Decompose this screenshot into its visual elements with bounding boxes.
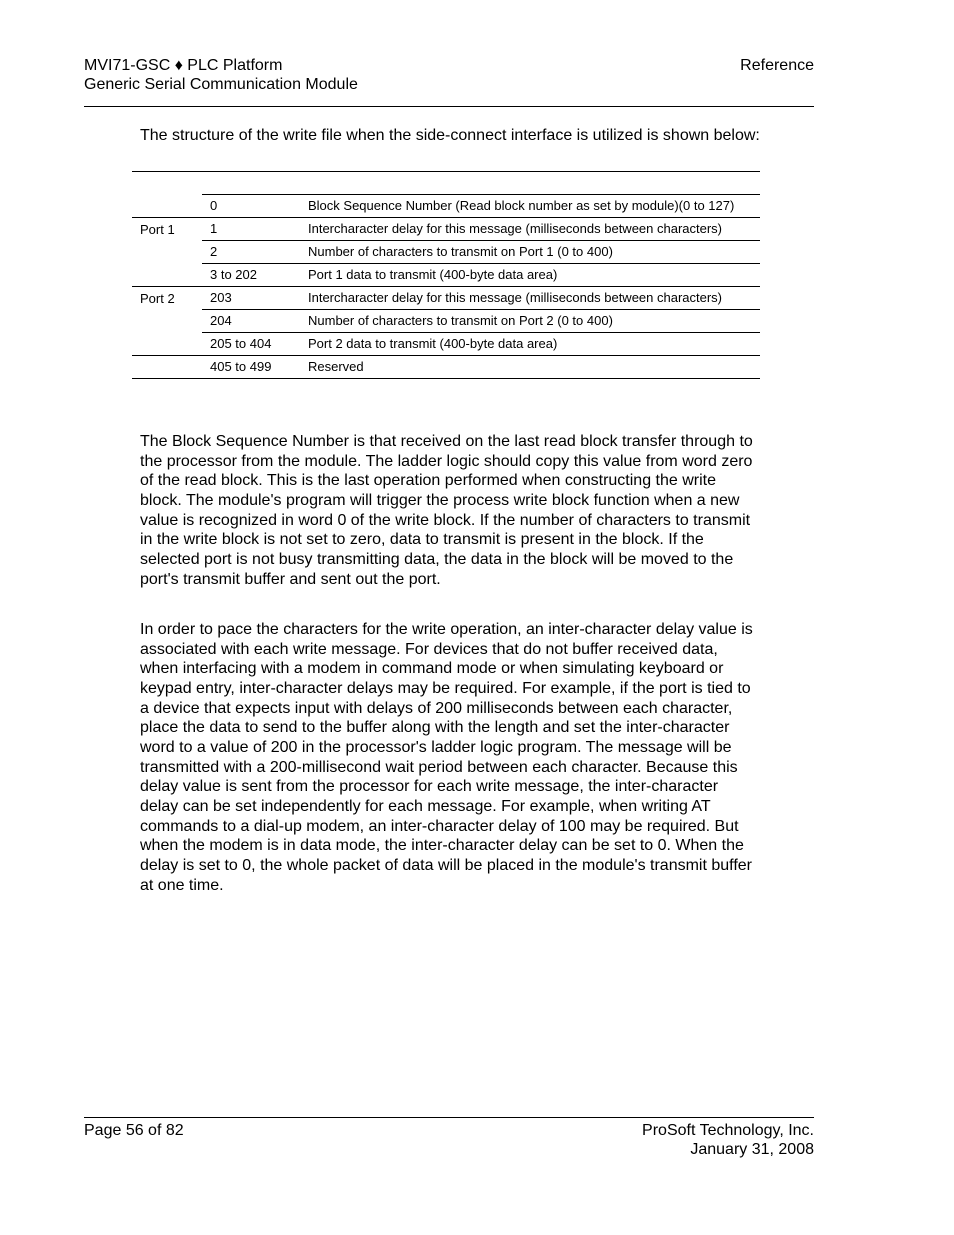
- table-row: [132, 195, 760, 218]
- word-offset-cell: 1: [202, 218, 300, 241]
- page-header: [84, 56, 814, 107]
- port-cell: Port 2: [132, 287, 202, 310]
- word-offset-cell: 204: [202, 310, 300, 333]
- table-row: [132, 333, 760, 356]
- description-cell: Number of characters to transmit on Port 1 (0 to 400): [300, 241, 760, 264]
- word-offset-cell: 405 to 499: [202, 356, 300, 379]
- word-offset-cell: 203: [202, 287, 300, 310]
- description-cell: Intercharacter delay for this message (milliseconds between characters): [300, 287, 760, 310]
- port-cell: Port 1: [132, 218, 202, 241]
- description-cell: Block Sequence Number (Read block number as set by module)(0 to 127): [300, 195, 760, 218]
- page-number: Page 56 of 82: [84, 1122, 184, 1139]
- footer-company-info: [642, 1121, 814, 1159]
- port-cell: [132, 310, 202, 333]
- page-footer: [84, 1117, 814, 1163]
- word-offset-cell: 3 to 202: [202, 264, 300, 287]
- table-row: [132, 218, 760, 241]
- header-title-line1: MVI71-GSC ♦ PLC Platform: [84, 57, 283, 74]
- footer-date: January 31, 2008: [690, 1141, 814, 1158]
- description-cell: Intercharacter delay for this message (milliseconds between characters): [300, 218, 760, 241]
- word-offset-cell: 0: [202, 195, 300, 218]
- table-row: [132, 310, 760, 333]
- body-paragraph-block-sequence: The Block Sequence Number is that received on the last read block transfer through to the processor from the module. The ladder logic should copy this value from word zero of the read block. This is the last operation performed when constructing the write block. The module's program will trigger the process write block function when a new value is recognized in word 0 of the write block. If the number of characters to transmit in the write block is not set to zero, data to transmit is present in the block. If the selected port is not busy transmitting data, the data in the block will be moved to the port's transmit buffer and sent out the port.: [140, 433, 753, 588]
- description-cell: Number of characters to transmit on Port 2 (0 to 400): [300, 310, 760, 333]
- body-paragraph-intercharacter-delay: In order to pace the characters for the write operation, an inter-character delay value is associated with each write message. For devices that do not buffer received data, when interfacing with a modem in command mode or when simulating keyboard or keypad entry, inter-character delays may be required. For example, if the port is tied to a device that expects input with delays of 200 milliseconds between each character, place the data to send to the buffer along with the length and set the inter-character word to a value of 200 in the processor's ladder logic program. The message will be transmitted with a 200-millisecond wait period between each character. Because this delay value is sent from the processor for each write message, the inter-character delay can be set independently for each message. For example, when writing AT commands to a dial-up modem, an inter-character delay of 100 may be required. But when the modem is in data mode, the inter-character delay can be set to 0. When the delay is set to 0, the whole packet of data will be placed in the module's transmit buffer at one time.: [140, 621, 753, 894]
- header-title-line2: Generic Serial Communication Module: [84, 76, 358, 93]
- header-title: [84, 56, 358, 94]
- port-cell: [132, 264, 202, 287]
- table-row: [132, 241, 760, 264]
- port-cell: [132, 195, 202, 218]
- write-file-table: [132, 171, 760, 379]
- header-section: Reference: [740, 57, 814, 74]
- description-cell: Port 2 data to transmit (400-byte data area): [300, 333, 760, 356]
- word-offset-cell: 205 to 404: [202, 333, 300, 356]
- port-cell: [132, 356, 202, 379]
- table-row: [132, 264, 760, 287]
- description-cell: Port 1 data to transmit (400-byte data area): [300, 264, 760, 287]
- description-cell: Reserved: [300, 356, 760, 379]
- table-row: [132, 356, 760, 379]
- table-row: [132, 287, 760, 310]
- footer-company: ProSoft Technology, Inc.: [642, 1122, 814, 1139]
- port-cell: [132, 333, 202, 356]
- table-top-spacer: [132, 172, 760, 195]
- intro-text: The structure of the write file when the side-connect interface is utilized is shown below:: [140, 127, 760, 144]
- word-offset-cell: 2: [202, 241, 300, 264]
- port-cell: [132, 241, 202, 264]
